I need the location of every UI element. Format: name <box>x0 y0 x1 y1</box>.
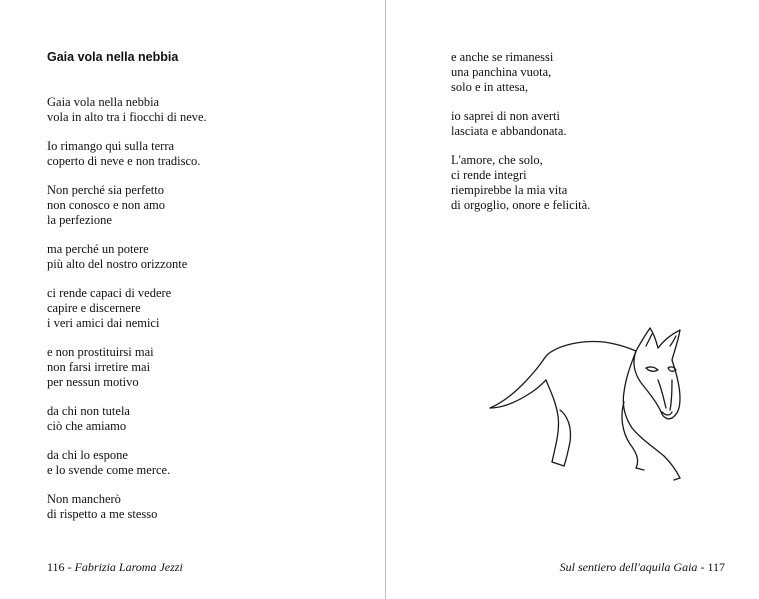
poem-line: e non prostituirsi mai <box>47 345 154 359</box>
poem-line: una panchina vuota, <box>451 65 552 79</box>
poem-line: e lo svende come merce. <box>47 463 171 477</box>
wolf-illustration <box>486 320 706 485</box>
poem-line: ma perché un potere <box>47 242 149 256</box>
poem-line: coperto di neve e non tradisco. <box>47 154 201 168</box>
poem-line: e anche se rimanessi <box>451 50 554 64</box>
footer-separator: - <box>67 560 72 574</box>
poem-line: Io rimango qui sulla terra <box>47 139 175 153</box>
poem-line: per nessun motivo <box>47 375 139 389</box>
stanza <box>47 492 207 522</box>
stanza <box>47 95 207 125</box>
stanza <box>47 139 207 169</box>
poem-line: Non mancherò <box>47 492 121 506</box>
poem-line: ci rende integri <box>451 168 527 182</box>
page-number: 116 <box>47 560 65 574</box>
poem-line: di orgoglio, onore e felicità. <box>451 198 591 212</box>
stanza <box>47 242 207 272</box>
poem-line: lasciata e abbandonata. <box>451 124 567 138</box>
poem-line: Gaia vola nella nebbia <box>47 95 160 109</box>
poem-line: vola in alto tra i fiocchi di neve. <box>47 110 207 124</box>
poem-line: io saprei di non averti <box>451 109 560 123</box>
poem-line: riempirebbe la mia vita <box>451 183 568 197</box>
stanza <box>47 448 207 478</box>
stanza <box>47 286 207 331</box>
poem-text-right <box>451 50 590 227</box>
poem-line: capire e discernere <box>47 301 141 315</box>
poem-line: da chi lo espone <box>47 448 128 462</box>
poem-line: ciò che amiamo <box>47 419 127 433</box>
poem-line: di rispetto a me stesso <box>47 507 158 521</box>
poem-line: più alto del nostro orizzonte <box>47 257 188 271</box>
poem-line: non conosco e non amo <box>47 198 166 212</box>
stanza <box>451 109 590 139</box>
page-number: 117 <box>707 560 725 574</box>
page-footer-right <box>560 560 725 575</box>
stanza <box>451 50 590 95</box>
stanza <box>47 183 207 228</box>
poem-title: Gaia vola nella nebbia <box>47 50 179 64</box>
author-name: Fabrizia Laroma Jezzi <box>74 560 183 574</box>
poem-line: ci rende capaci di vedere <box>47 286 172 300</box>
book-title: Sul sentiero dell'aquila Gaia <box>559 560 698 574</box>
poem-line: i veri amici dai nemici <box>47 316 160 330</box>
right-page <box>386 0 759 599</box>
poem-line: solo e in attesa, <box>451 80 529 94</box>
stanza <box>47 345 207 390</box>
page-footer-left <box>47 560 183 575</box>
stanza <box>451 153 590 213</box>
stanza <box>47 404 207 434</box>
poem-line: da chi non tutela <box>47 404 130 418</box>
footer-separator: - <box>700 560 705 574</box>
poem-line: L'amore, che solo, <box>451 153 543 167</box>
poem-line: la perfezione <box>47 213 112 227</box>
poem-line: non farsi irretire mai <box>47 360 151 374</box>
poem-text-left <box>47 95 207 536</box>
poem-line: Non perché sia perfetto <box>47 183 164 197</box>
